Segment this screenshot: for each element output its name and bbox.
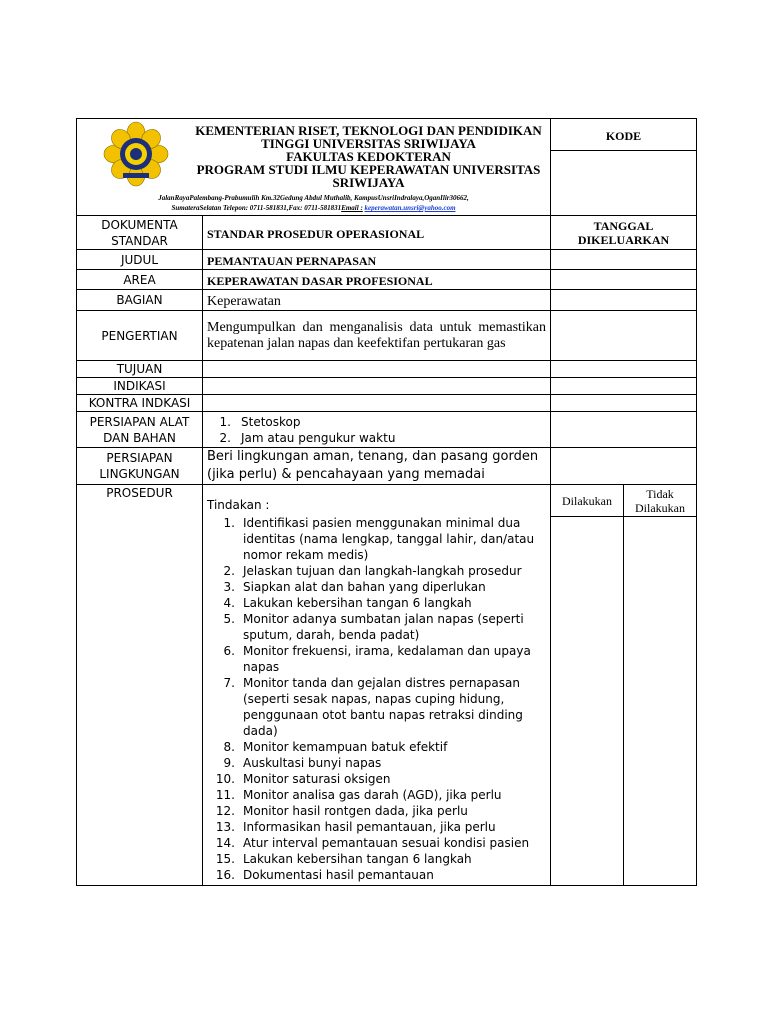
procedure-heading: Tindakan : (207, 498, 270, 512)
procedure-step (207, 643, 546, 675)
step-number: 15. (215, 852, 235, 866)
step-text: Identifikasi pasien menggunakan minimal dua identitas (nama lengkap, tanggal lahir, dan/atau nomor rekam medis) (243, 516, 535, 562)
step-number: 13. (215, 820, 235, 834)
lingkungan-date-cell (551, 448, 697, 485)
procedure-step (207, 819, 546, 835)
step-text: Dokumentasi hasil pemantauan (243, 868, 434, 882)
procedure-step (207, 579, 546, 595)
dilakukan-label: Dilakukan (551, 485, 624, 517)
dilakukan-check-cell[interactable] (551, 517, 624, 886)
alat-item-text: Stetoskop (241, 414, 301, 429)
area-label: AREA (77, 270, 203, 290)
procedure-step (207, 867, 546, 883)
email-link[interactable]: keperawatan.unsri@yahoo.com (364, 204, 456, 212)
step-text: Atur interval pemantauan sesuai kondisi pasien (243, 836, 530, 850)
procedure-step (207, 835, 546, 851)
step-number: 5. (223, 612, 235, 626)
sop-document (76, 118, 696, 886)
indikasi-label: INDIKASI (77, 378, 203, 395)
procedure-step (207, 675, 546, 739)
procedure-step (207, 595, 546, 611)
dokumen-value: STANDAR PROSEDUR OPERASIONAL (207, 227, 425, 241)
step-text: Monitor tanda dan gejalan distres pernapasan (seperti sesak napas, napas cuping hidung, penggunaan otot bantu napas retraksi dinding dada) (243, 676, 523, 738)
persiapan-lingkungan-label: PERSIAPAN LINGKUNGAN (77, 448, 203, 485)
step-number: 4. (223, 596, 235, 610)
alat-date-cell (551, 412, 697, 448)
alat-item: 1. Stetoskop (219, 414, 301, 429)
bagian-label: BAGIAN (77, 290, 203, 311)
indikasi-date-cell (551, 378, 697, 395)
step-number: 7. (223, 676, 235, 690)
kontra-value-cell (203, 395, 551, 412)
header-line-1: KEMENTERIAN RISET, TEKNOLOGI DAN PENDIDIKAN (195, 122, 542, 138)
email-label: Email : (341, 204, 363, 212)
bagian-date-cell (551, 290, 697, 311)
kode-value-cell (551, 151, 697, 216)
header-line-2: TINGGI UNIVERSITAS SRIWIJAYA (261, 135, 476, 151)
step-number: 9. (223, 756, 235, 770)
pengertian-value: Mengumpulkan dan menganalisis data untuk memastikan kepatenan jalan napas dan keefektifan pertukaran gas (207, 319, 547, 351)
area-value: KEPERAWATAN DASAR PROFESIONAL (207, 274, 433, 288)
procedure-step (207, 851, 546, 867)
step-number: 16. (215, 868, 235, 882)
letterhead (77, 119, 551, 216)
step-text: Auskultasi bunyi napas (243, 756, 382, 770)
procedure-step (207, 787, 546, 803)
dokumen-value-cell (203, 216, 551, 250)
kode-label-cell (551, 119, 697, 151)
procedure-step (207, 739, 546, 755)
sop-table (76, 118, 697, 886)
header-line-3: FAKULTAS KEDOKTERAN (286, 148, 451, 164)
step-number: 12. (215, 804, 235, 818)
tujuan-value-cell (203, 361, 551, 378)
bagian-value: Keperawatan (207, 294, 281, 309)
step-number: 10. (215, 772, 235, 786)
address-line-2 (81, 203, 546, 213)
step-text: Jelaskan tujuan dan langkah-langkah prosedur (243, 564, 522, 578)
step-number: 11. (215, 788, 235, 802)
alat-item: 2. Jam atau pengukur waktu (219, 430, 396, 445)
step-text: Lakukan kebersihan tangan 6 langkah (243, 596, 472, 610)
step-number: 2. (223, 564, 235, 578)
step-number: 14. (215, 836, 235, 850)
procedure-step (207, 563, 546, 579)
dokumen-label: DOKUMENTA STANDAR (77, 216, 203, 250)
kontra-date-cell (551, 395, 697, 412)
step-text: Lakukan kebersihan tangan 6 langkah (243, 852, 472, 866)
step-text: Monitor hasil rontgen dada, jika perlu (243, 804, 468, 818)
procedure-step (207, 611, 546, 643)
judul-date-cell (551, 250, 697, 270)
university-seal-icon (103, 121, 169, 187)
address-line-1: JalanRayaPalembang-Prabumulih Km.32Gedung Abdul Muthalib, KampusUnsriIndralaya,OganIlir30662, (158, 194, 469, 202)
procedure-step (207, 755, 546, 771)
alat-item-text: Jam atau pengukur waktu (241, 430, 396, 445)
persiapan-alat-label: PERSIAPAN ALAT DAN BAHAN (77, 412, 203, 448)
step-text: Informasikan hasil pemantauan, jika perlu (243, 820, 496, 834)
step-text: Monitor saturasi oksigen (243, 772, 391, 786)
header-line-5: SRIWIJAYA (332, 174, 405, 190)
tujuan-date-cell (551, 361, 697, 378)
address-phone: SumateraSelatan Telepon: 0711-581831,Fax: 0711-581831 (171, 204, 342, 212)
pengertian-label: PENGERTIAN (77, 311, 203, 361)
pengertian-date-cell (551, 311, 697, 361)
step-text: Monitor analisa gas darah (AGD), jika perlu (243, 788, 502, 802)
procedure-step (207, 771, 546, 787)
header-line-4: PROGRAM STUDI ILMU KEPERAWATAN UNIVERSITAS (196, 161, 541, 177)
judul-label: JUDUL (77, 250, 203, 270)
step-number: 3. (223, 580, 235, 594)
step-text: Monitor adanya sumbatan jalan napas (seperti sputum, darah, benda padat) (243, 612, 524, 642)
alat-list (203, 412, 551, 448)
lingkungan-value: Beri lingkungan aman, tenang, dan pasang gorden (jika perlu) & pencahayaan yang memadai (207, 449, 539, 482)
procedure-cell (203, 485, 551, 886)
logo-container (81, 121, 191, 191)
judul-value: PEMANTAUAN PERNAPASAN (207, 254, 377, 268)
procedure-step (207, 515, 546, 563)
tujuan-label: TUJUAN (77, 361, 203, 378)
area-date-cell (551, 270, 697, 290)
indikasi-value-cell (203, 378, 551, 395)
tidak-dilakukan-label: Tidak Dilakukan (624, 485, 697, 517)
step-number: 6. (223, 644, 235, 658)
step-text: Monitor frekuensi, irama, kedalaman dan upaya napas (243, 644, 531, 674)
step-number: 1. (223, 516, 235, 530)
step-text: Siapkan alat dan bahan yang diperlukan (243, 580, 486, 594)
kontra-label: KONTRA INDKASI (77, 395, 203, 412)
procedure-step (207, 803, 546, 819)
tidak-dilakukan-check-cell[interactable] (624, 517, 697, 886)
institution-header (191, 124, 546, 189)
step-number: 8. (223, 740, 235, 754)
kode-label: KODE (605, 129, 642, 144)
prosedur-label: PROSEDUR (77, 485, 203, 886)
tanggal-label: TANGGAL DIKELUARKAN (551, 216, 697, 250)
step-text: Monitor kemampuan batuk efektif (243, 740, 448, 754)
procedure-steps (207, 515, 546, 883)
